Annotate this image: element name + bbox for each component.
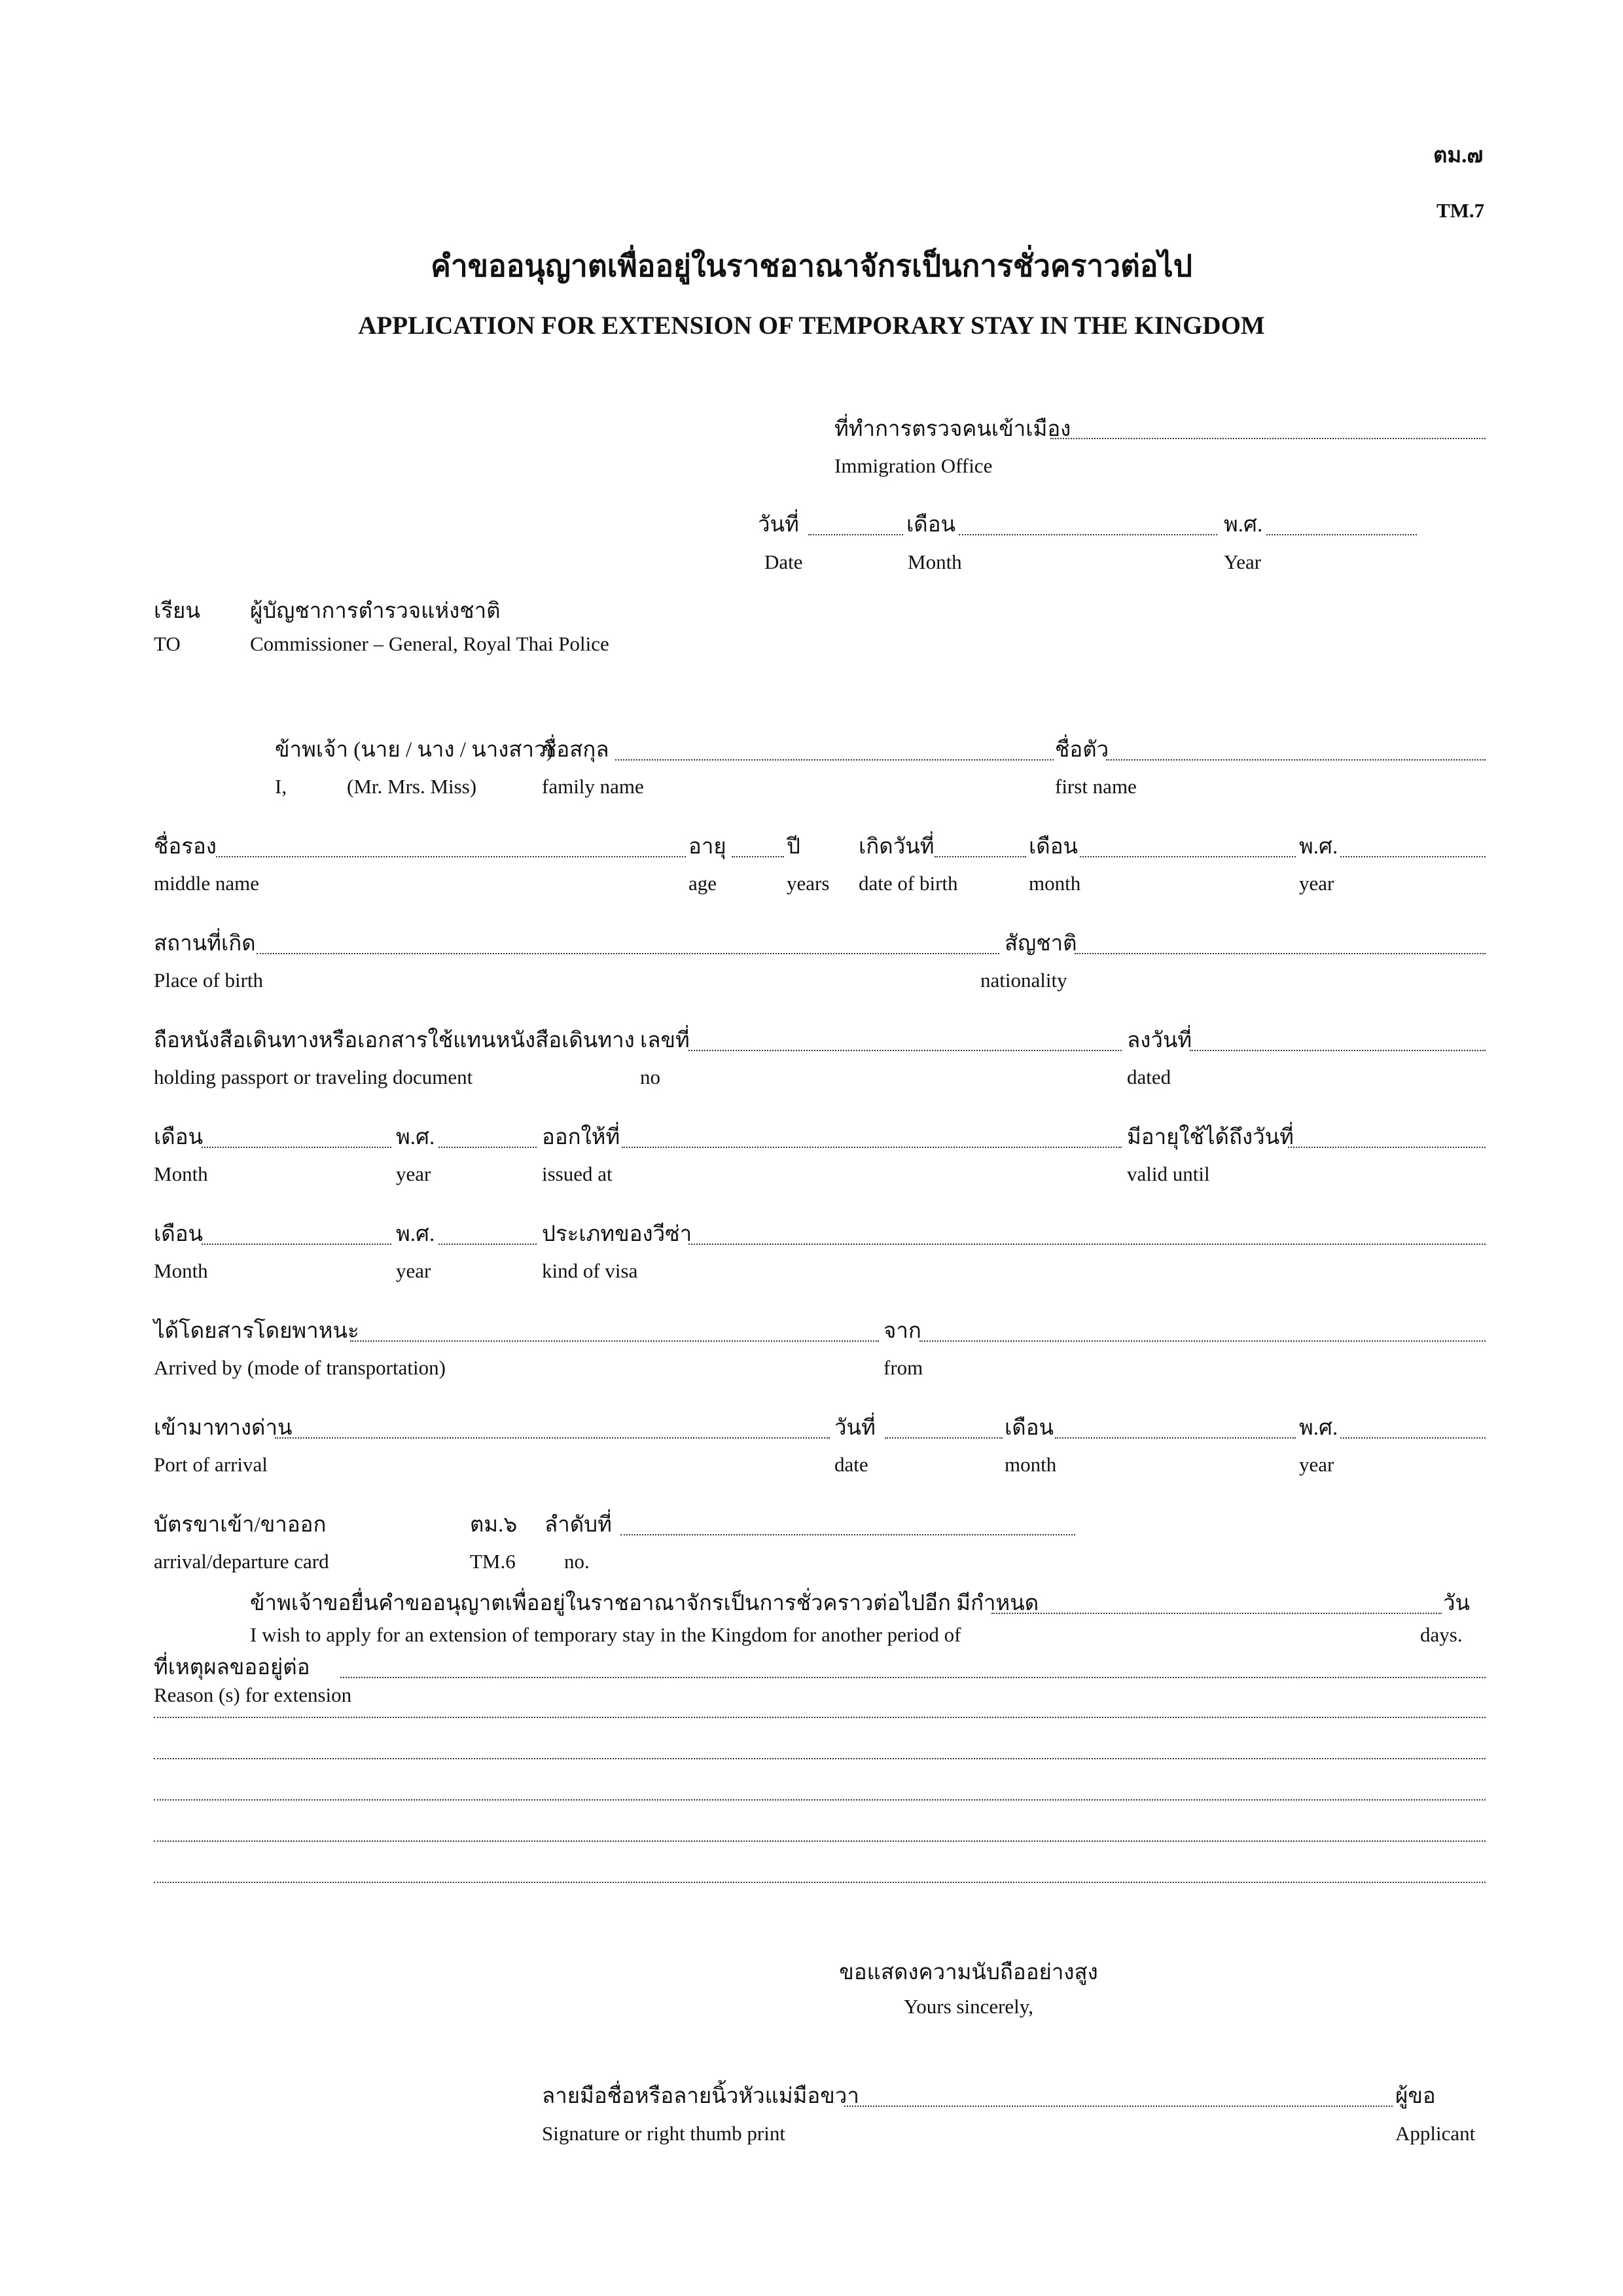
passport-no-field[interactable] — [688, 1050, 1122, 1051]
family-name-field[interactable] — [615, 759, 1054, 761]
arrival-month-label-en: month — [1005, 1453, 1057, 1476]
applicant-title-en: (Mr. Mrs. Miss) — [347, 775, 477, 798]
birthplace-field[interactable] — [257, 953, 999, 954]
age-field[interactable] — [732, 856, 784, 857]
reason-line-3[interactable] — [154, 1758, 1486, 1759]
title-english: APPLICATION FOR EXTENSION OF TEMPORARY STAY IN THE KINGDOM — [358, 312, 1265, 340]
issued-at-field[interactable] — [622, 1147, 1122, 1148]
year-label-th: พ.ศ. — [1224, 513, 1263, 537]
reason-line-1[interactable] — [340, 1677, 1486, 1678]
issued-at-label-th: ออกให้ที่ — [542, 1126, 620, 1149]
passport-dated-label-th: ลงวันที่ — [1127, 1029, 1192, 1052]
transport-field[interactable] — [350, 1340, 879, 1342]
month-field[interactable] — [959, 534, 1217, 535]
family-name-label-th: ชื่อสกุล — [542, 738, 609, 762]
visa-year-field[interactable] — [438, 1244, 537, 1245]
title-thai: คำขออนุญาตเพื่ออยู่ในราชอาณาจักรเป็นการชั่วคราวต่อไป — [431, 249, 1192, 283]
issue-year-label-th: พ.ศ. — [396, 1126, 435, 1149]
signature-label-en: Signature or right thumb print — [542, 2122, 785, 2145]
passport-label-th: ถือหนังสือเดินทางหรือเอกสารใช้แทนหนังสือเดินทาง — [154, 1029, 635, 1052]
valid-until-label-th: มีอายุใช้ได้ถึงวันที่ — [1127, 1126, 1294, 1149]
reason-line-2[interactable] — [154, 1717, 1486, 1718]
visa-year-label-en: year — [396, 1259, 431, 1282]
middle-name-label-th: ชื่อรอง — [154, 835, 217, 859]
month-label-en: Month — [908, 550, 962, 573]
age-label-en: age — [688, 872, 717, 895]
passport-label-en: holding passport or traveling document — [154, 1066, 473, 1088]
month-label-th: เดือน — [906, 513, 956, 537]
first-name-label-en: first name — [1055, 775, 1137, 798]
first-name-label-th: ชื่อตัว — [1055, 738, 1109, 762]
dob-label-th: เกิดวันที่ — [859, 835, 935, 859]
passport-dated-field[interactable] — [1190, 1050, 1486, 1051]
transport-label-th: ได้โดยสารโดยพาหนะ — [154, 1319, 359, 1343]
year-label-en: Year — [1224, 550, 1262, 573]
date-field[interactable] — [808, 534, 903, 535]
passport-no-label-en: no — [640, 1066, 660, 1088]
visa-month-field[interactable] — [202, 1244, 391, 1245]
arrival-date-label-th: วันที่ — [834, 1416, 876, 1440]
applicant-label-en: Applicant — [1395, 2122, 1476, 2145]
dob-month-field[interactable] — [1080, 856, 1296, 857]
addressee-en: Commissioner – General, Royal Thai Police — [250, 632, 609, 655]
visa-kind-field[interactable] — [688, 1244, 1486, 1245]
dob-year-field[interactable] — [1340, 856, 1486, 857]
issue-month-label-en: Month — [154, 1162, 208, 1185]
valid-until-field[interactable] — [1288, 1147, 1486, 1148]
reason-line-6[interactable] — [154, 1882, 1486, 1883]
from-field[interactable] — [919, 1340, 1486, 1342]
signature-field[interactable] — [844, 2106, 1393, 2107]
dob-month-label-en: month — [1029, 872, 1081, 895]
reason-line-4[interactable] — [154, 1799, 1486, 1801]
dob-month-label-th: เดือน — [1029, 835, 1079, 859]
visa-month-label-en: Month — [154, 1259, 208, 1282]
nationality-label-th: สัญชาติ — [1005, 932, 1077, 956]
period-label-en: I wish to apply for an extension of temporary stay in the Kingdom for another period of — [250, 1623, 961, 1646]
card-label-th: บัตรขาเข้า/ขาออก — [154, 1513, 327, 1537]
passport-no-label-th: เลขที่ — [640, 1029, 690, 1052]
days-label-th: วัน — [1443, 1592, 1471, 1615]
arrival-year-label-th: พ.ศ. — [1299, 1416, 1338, 1440]
dob-label-en: date of birth — [859, 872, 958, 895]
reason-label-en: Reason (s) for extension — [154, 1683, 352, 1706]
date-label-th: วันที่ — [758, 513, 799, 537]
applicant-i-en: I, — [275, 775, 287, 798]
visa-kind-label-en: kind of visa — [542, 1259, 638, 1282]
visa-year-label-th: พ.ศ. — [396, 1223, 435, 1246]
addressee-th: ผู้บัญชาการตำรวจแห่งชาติ — [250, 600, 501, 623]
issue-year-field[interactable] — [438, 1147, 537, 1148]
port-field[interactable] — [275, 1437, 830, 1439]
valid-until-label-en: valid until — [1127, 1162, 1210, 1185]
period-label-th: ข้าพเจ้าขอยื่นคำขออนุญาตเพื่ออยู่ในราชอาณาจักรเป็นการชั่วคราวต่อไปอีก มีกำหนด — [250, 1592, 1039, 1615]
dob-day-field[interactable] — [935, 856, 1026, 857]
years-label-en: years — [787, 872, 830, 895]
closing-th: ขอแสดงความนับถืออย่างสูง — [839, 1961, 1098, 1984]
period-days-field[interactable] — [991, 1613, 1442, 1614]
card-no-label-th: ลำดับที่ — [544, 1513, 612, 1537]
from-label-en: from — [883, 1356, 923, 1379]
card-no-label-en: no. — [564, 1550, 590, 1573]
signature-label-th: ลายมือชื่อหรือลายนิ้วหัวแม่มือขวา — [542, 2085, 859, 2108]
nationality-label-en: nationality — [980, 969, 1067, 992]
nationality-field[interactable] — [1075, 953, 1486, 954]
applicant-title-th: ข้าพเจ้า (นาย / นาง / นางสาว) — [275, 738, 554, 762]
middle-name-field[interactable] — [216, 856, 686, 857]
to-label-en: TO — [154, 632, 181, 655]
issue-month-field[interactable] — [202, 1147, 391, 1148]
office-field[interactable] — [1050, 438, 1486, 439]
office-label-en: Immigration Office — [834, 454, 993, 477]
to-label-th: เรียน — [154, 600, 200, 623]
birthplace-label-th: สถานที่เกิด — [154, 932, 256, 956]
closing-en: Yours sincerely, — [903, 1995, 1034, 2018]
visa-month-label-th: เดือน — [154, 1223, 204, 1246]
years-label-th: ปี — [787, 835, 800, 859]
tm6-label-en: TM.6 — [470, 1550, 516, 1573]
transport-label-en: Arrived by (mode of transportation) — [154, 1356, 446, 1379]
middle-name-label-en: middle name — [154, 872, 259, 895]
applicant-label-th: ผู้ขอ — [1395, 2085, 1436, 2108]
reason-label-th: ที่เหตุผลขออยู่ต่อ — [154, 1656, 310, 1679]
arrival-date-field[interactable] — [885, 1437, 1003, 1439]
arrival-year-label-en: year — [1299, 1453, 1334, 1476]
form-code-th: ตม.๗ — [1433, 144, 1484, 168]
dob-year-label-en: year — [1299, 872, 1334, 895]
port-label-th: เข้ามาทางด่าน — [154, 1416, 293, 1440]
from-label-th: จาก — [883, 1319, 921, 1343]
issued-at-label-en: issued at — [542, 1162, 613, 1185]
card-label-en: arrival/departure card — [154, 1550, 329, 1573]
year-field[interactable] — [1266, 534, 1417, 535]
arrival-year-field[interactable] — [1340, 1437, 1486, 1439]
card-no-field[interactable] — [620, 1534, 1075, 1535]
age-label-th: อายุ — [688, 835, 726, 859]
dob-year-label-th: พ.ศ. — [1299, 835, 1338, 859]
arrival-month-label-th: เดือน — [1005, 1416, 1054, 1440]
family-name-label-en: family name — [542, 775, 644, 798]
birthplace-label-en: Place of birth — [154, 969, 264, 992]
port-label-en: Port of arrival — [154, 1453, 268, 1476]
first-name-field[interactable] — [1106, 759, 1486, 761]
issue-month-label-th: เดือน — [154, 1126, 204, 1149]
form-code-en: TM.7 — [1436, 199, 1485, 222]
days-label-en: days. — [1420, 1623, 1463, 1646]
issue-year-label-en: year — [396, 1162, 431, 1185]
passport-dated-label-en: dated — [1127, 1066, 1171, 1088]
tm6-label-th: ตม.๖ — [470, 1513, 518, 1537]
date-label-en: Date — [764, 550, 803, 573]
office-label-th: ที่ทำการตรวจคนเข้าเมือง — [834, 418, 1071, 441]
reason-line-5[interactable] — [154, 1840, 1486, 1842]
arrival-date-label-en: date — [834, 1453, 868, 1476]
arrival-month-field[interactable] — [1055, 1437, 1296, 1439]
visa-kind-label-th: ประเภทของวีซ่า — [542, 1223, 692, 1246]
